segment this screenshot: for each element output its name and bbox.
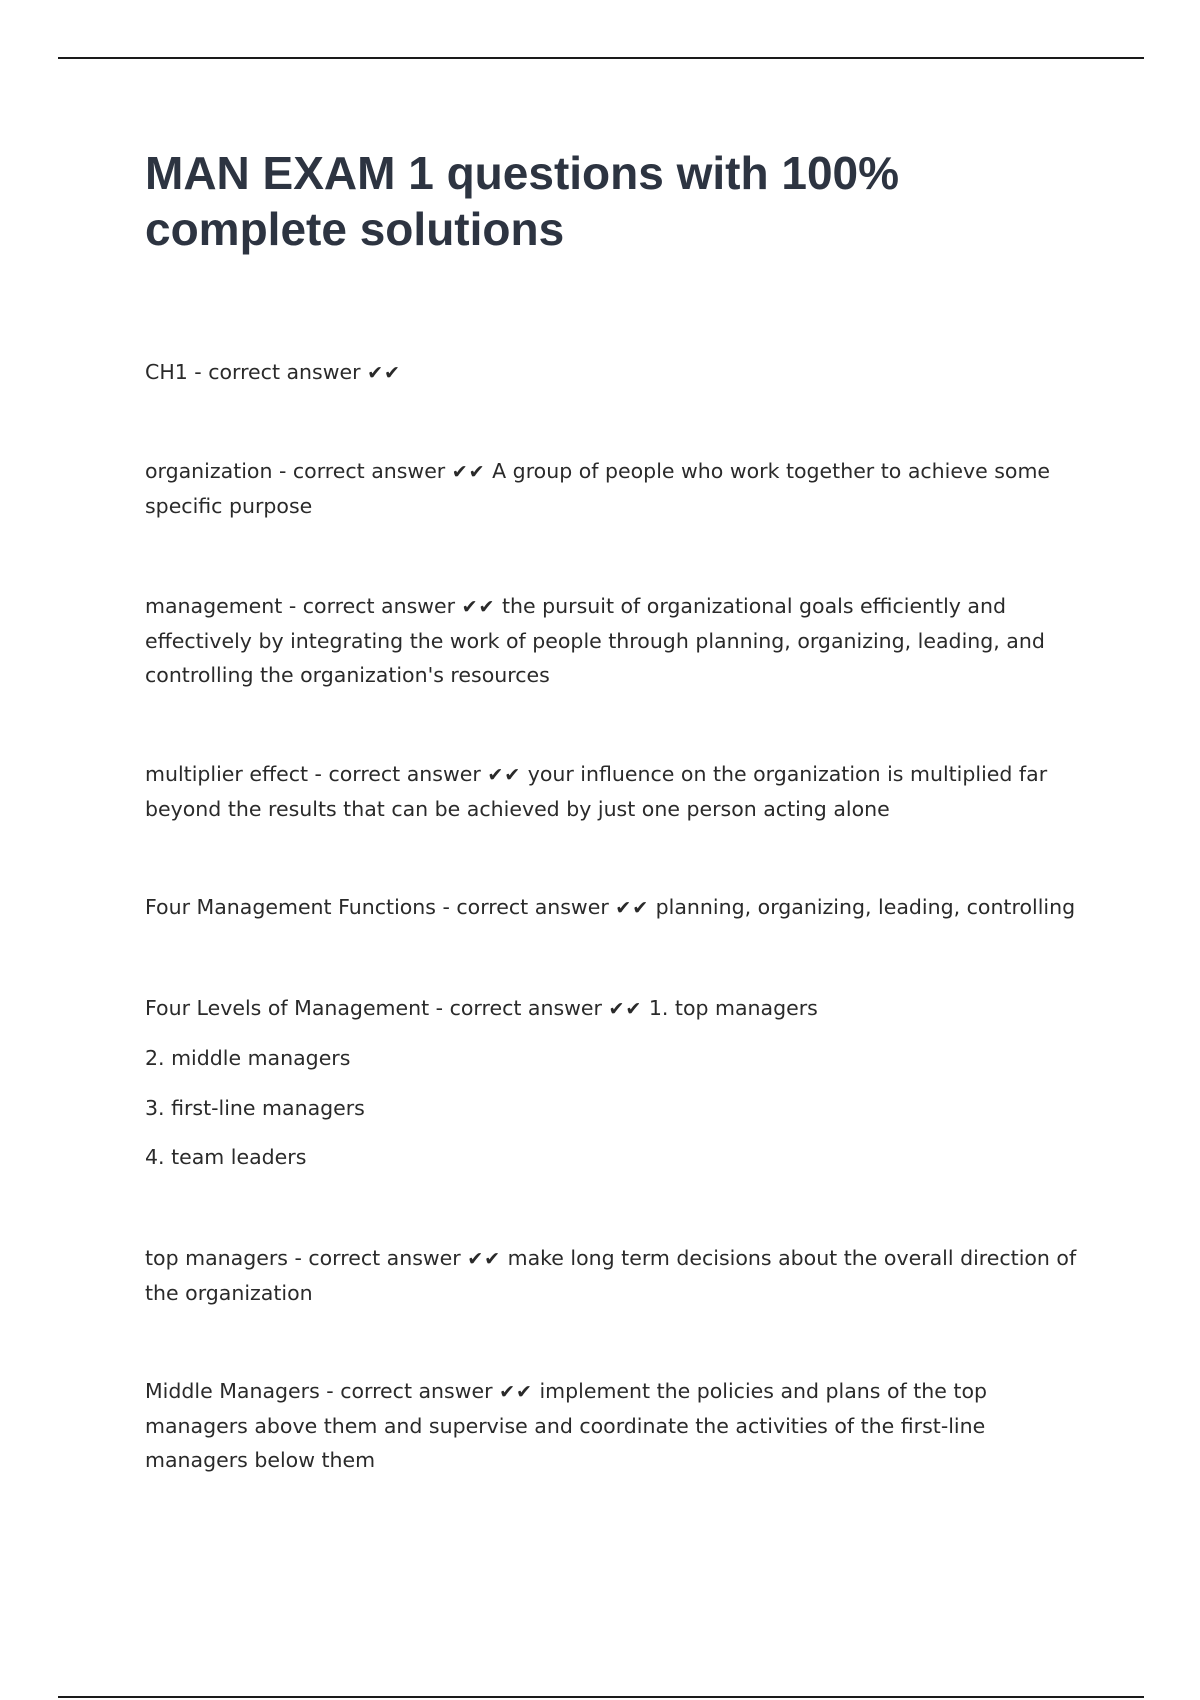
definition: planning, organizing, leading, controlling bbox=[655, 895, 1076, 919]
check-icon: ✔✔ bbox=[615, 897, 650, 919]
definition: your influence on the organization is multiplied far beyond the results that can be achieved by just one person acting alone bbox=[145, 762, 1048, 821]
term: CH1 - correct answer bbox=[145, 360, 361, 384]
qa-entry-multiplier-effect bbox=[145, 757, 1085, 826]
check-icon: ✔✔ bbox=[451, 461, 486, 483]
list-item: 2. middle managers bbox=[145, 1046, 351, 1070]
term: top managers - correct answer bbox=[145, 1246, 461, 1270]
definition: A group of people who work together to achieve some specific purpose bbox=[145, 459, 1051, 518]
qa-entry-top-managers bbox=[145, 1241, 1085, 1310]
list-item: 3. first-line managers bbox=[145, 1096, 365, 1120]
qa-entry-ch1 bbox=[145, 355, 1085, 390]
qa-entry-management-functions bbox=[145, 890, 1085, 925]
term: organization - correct answer bbox=[145, 459, 446, 483]
definition: make long term decisions about the overall direction of the organization bbox=[145, 1246, 1077, 1305]
term: Four Management Functions - correct answer bbox=[145, 895, 609, 919]
list-item: 4. team leaders bbox=[145, 1145, 307, 1169]
bottom-rule bbox=[58, 1696, 1144, 1698]
page-title: MAN EXAM 1 questions with 100% complete solutions bbox=[145, 147, 900, 255]
check-icon: ✔✔ bbox=[499, 1381, 533, 1403]
check-icon: ✔✔ bbox=[487, 764, 522, 786]
term: management - correct answer bbox=[145, 594, 456, 618]
qa-entry-management-levels bbox=[145, 991, 1085, 1026]
qa-entry-organization bbox=[145, 454, 1085, 523]
qa-entry-management bbox=[145, 589, 1085, 692]
definition: implement the policies and plans of the top managers above them and supervise and coordinate the activities of the first-line managers below them bbox=[145, 1379, 988, 1472]
term: Four Levels of Management - correct answer bbox=[145, 996, 602, 1020]
top-rule bbox=[58, 57, 1144, 59]
check-icon: ✔✔ bbox=[467, 1248, 502, 1270]
check-icon: ✔✔ bbox=[608, 998, 643, 1020]
definition: the pursuit of organizational goals efficiently and effectively by integrating the work of people through planning, organizing, leading, and controlling the organization's resources bbox=[145, 594, 1045, 687]
check-icon: ✔✔ bbox=[461, 596, 496, 618]
term: multiplier effect - correct answer bbox=[145, 762, 481, 786]
definition: 1. top managers bbox=[648, 996, 818, 1020]
qa-entry-middle-managers bbox=[145, 1374, 1085, 1477]
check-icon: ✔✔ bbox=[367, 362, 401, 384]
term: Middle Managers - correct answer bbox=[145, 1379, 493, 1403]
